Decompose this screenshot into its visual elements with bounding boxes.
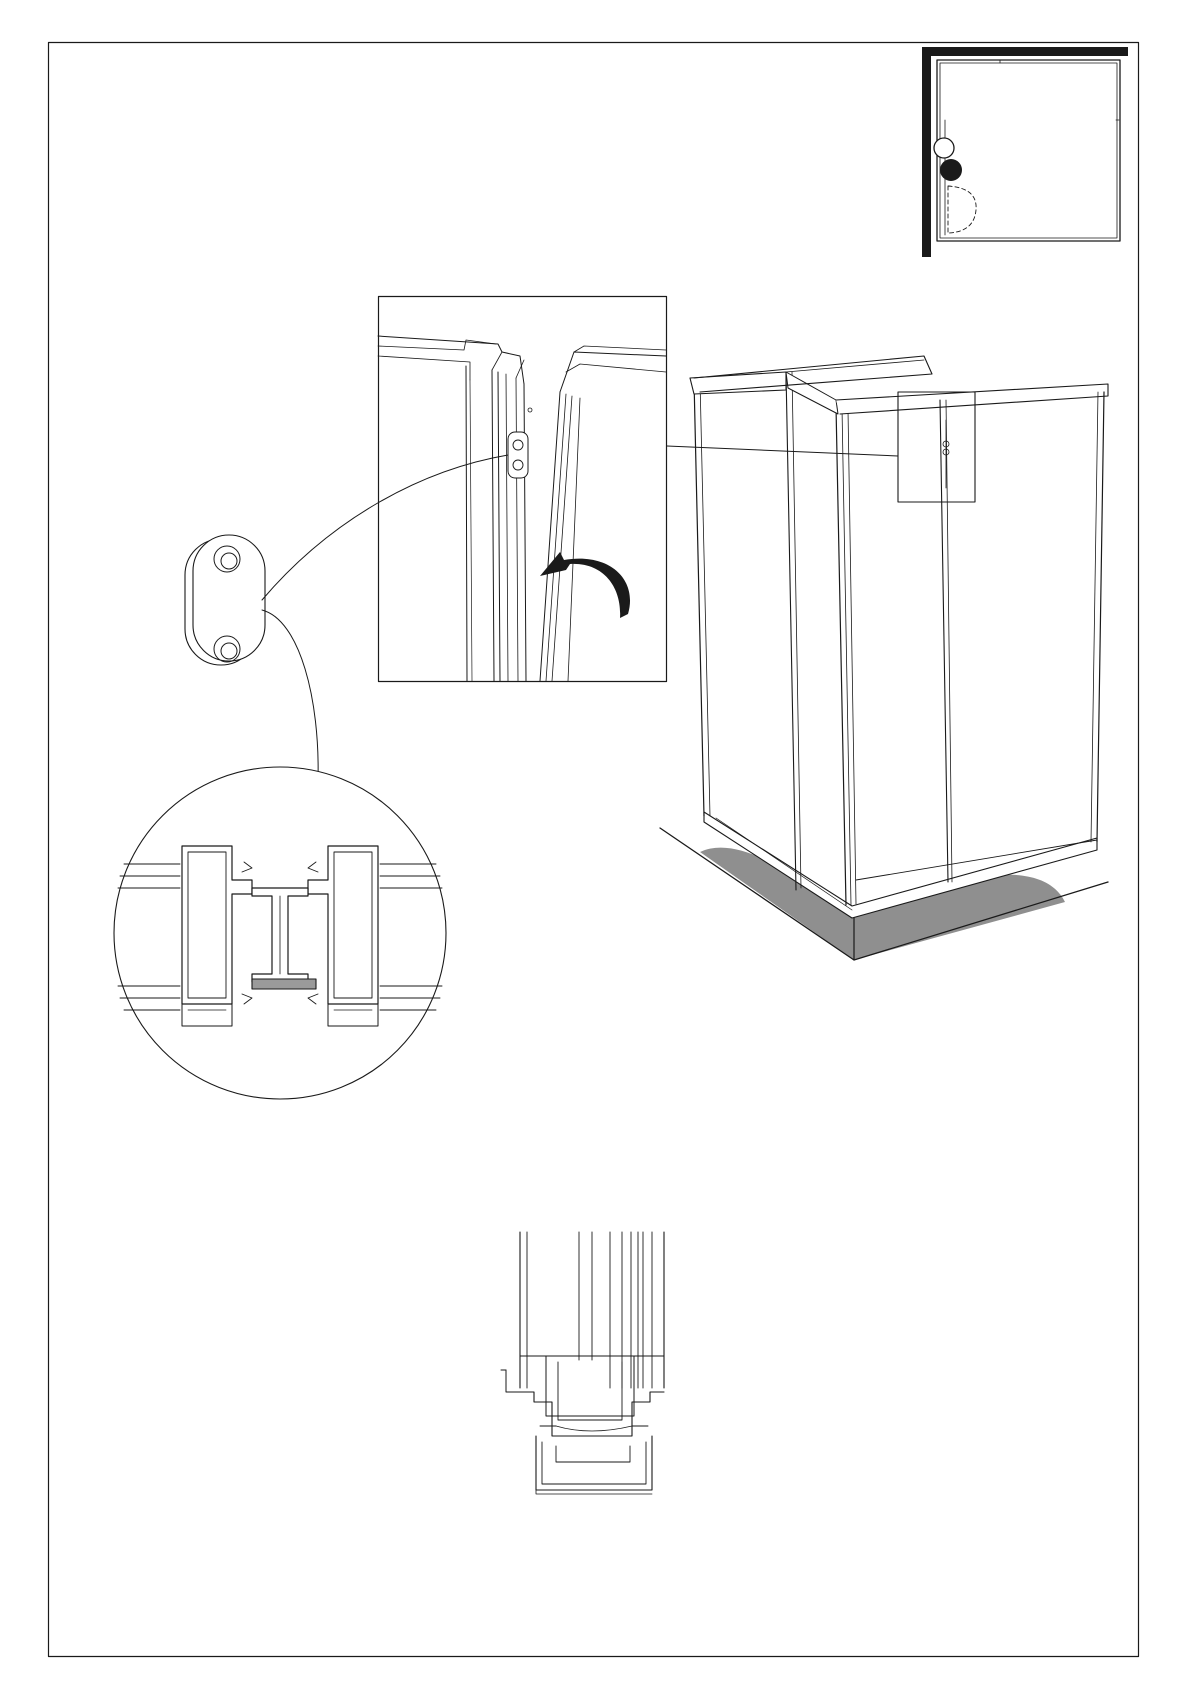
shower-enclosure-3d <box>660 356 1108 960</box>
oval-magnet-part <box>185 535 265 665</box>
plan-door-swing <box>948 186 976 233</box>
plan-view <box>922 47 1128 257</box>
plan-filled-circle-marker <box>940 159 962 181</box>
plan-wall-side <box>922 47 931 257</box>
magnet-strip-highlight <box>252 979 316 989</box>
bottom-profile-section <box>501 1232 664 1494</box>
profile-cross-section <box>114 767 446 1099</box>
plan-open-circle-marker <box>934 138 954 158</box>
plan-wall-back <box>922 47 1128 56</box>
hinge-zoom-detail <box>378 297 667 682</box>
